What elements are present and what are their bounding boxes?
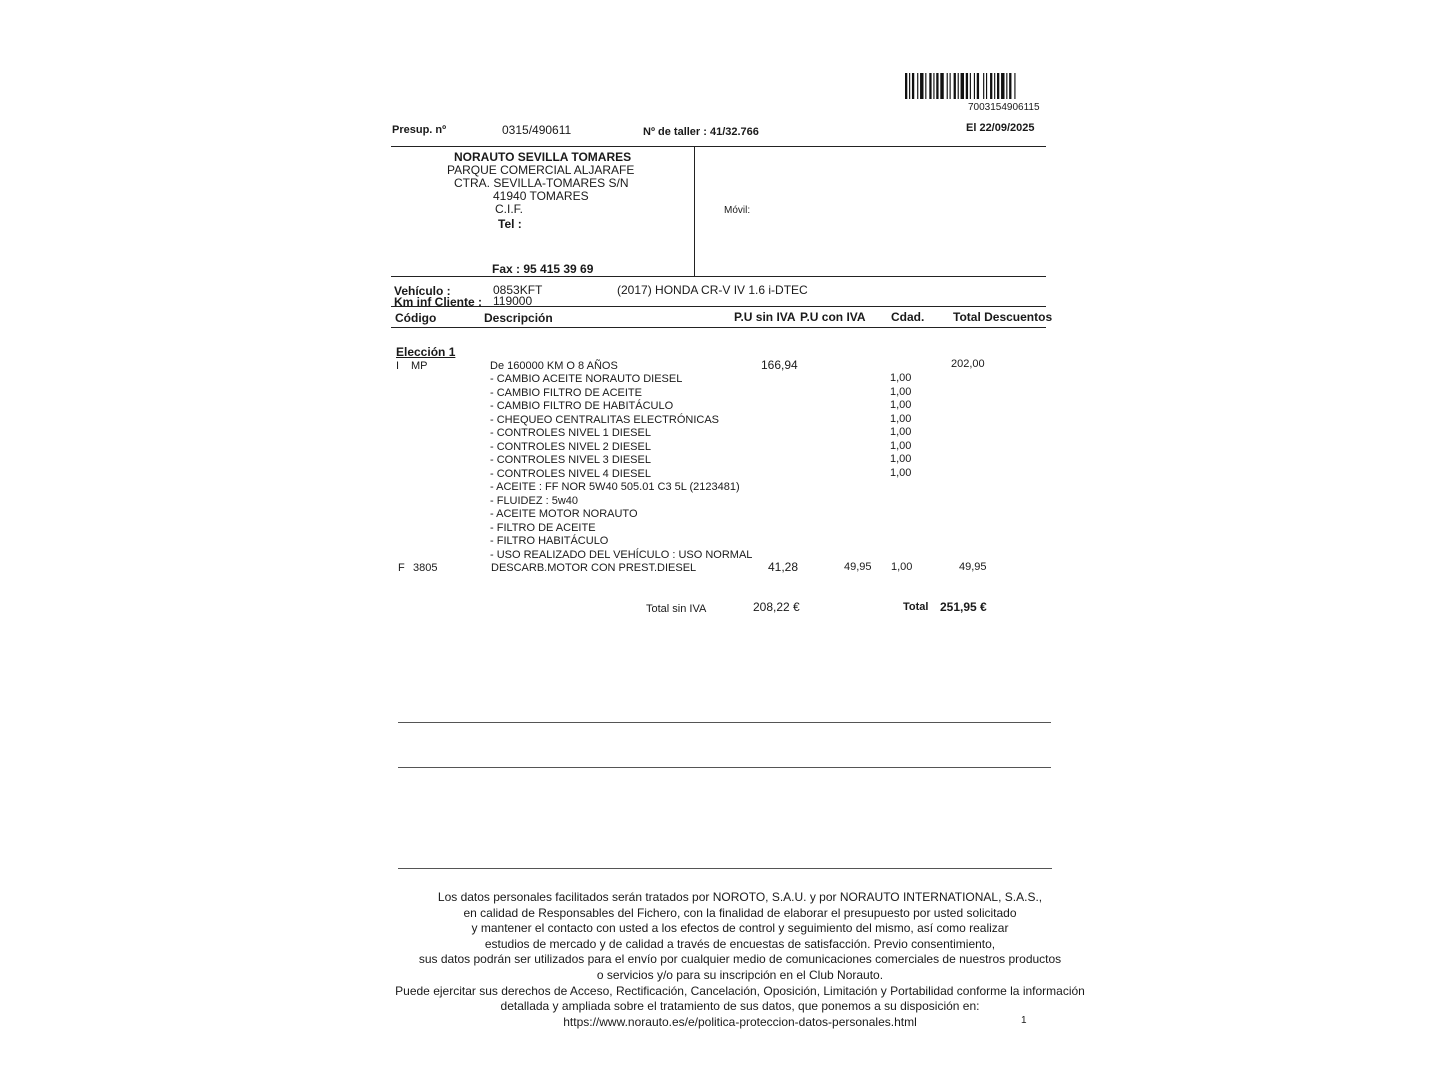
f-item-pu-sin-iva: 41,28 — [768, 560, 799, 574]
blank-line — [398, 767, 1051, 768]
sub-item-description: - CAMBIO FILTRO DE HABITÁCULO — [490, 400, 674, 412]
barcode-image — [905, 73, 1045, 99]
barcode-bar — [966, 73, 968, 99]
km-value: 119000 — [493, 294, 533, 308]
sub-item-qty: 1,00 — [890, 466, 912, 479]
main-item-total: 202,00 — [951, 358, 985, 370]
f-item-description: DESCARB.MOTOR CON PREST.DIESEL — [491, 562, 697, 574]
column-total-descuentos: Total Descuentos — [953, 310, 1053, 324]
columns-divider — [391, 327, 1046, 328]
total-value: 251,95 € — [940, 600, 987, 614]
shop-fax: Fax : 95 415 39 69 — [492, 262, 594, 276]
barcode-bar — [986, 73, 987, 99]
sub-item-description: - CONTROLES NIVEL 4 DIESEL — [490, 467, 651, 480]
sub-item-description: - CAMBIO ACEITE NORAUTO DIESEL — [490, 373, 683, 385]
barcode-bar — [936, 73, 938, 99]
privacy-notice-line: y mantener el contacto con usted a los efectos de control y seguimiento del mismo, así como realizar — [471, 921, 1009, 936]
f-item-code-b: 3805 — [413, 562, 438, 574]
shop-postal-city: 41940 TOMARES — [493, 189, 589, 203]
movil-label: Móvil: — [724, 205, 751, 216]
shop-address-2: CTRA. SEVILLA-TOMARES S/N — [454, 176, 629, 190]
section-title: Elección 1 — [396, 345, 456, 359]
header-divider — [391, 146, 1046, 147]
barcode-bar — [933, 73, 934, 99]
barcode-bar — [917, 73, 918, 99]
address-divider — [694, 147, 695, 276]
main-item-code-b: MP — [411, 360, 428, 372]
privacy-notice-line: Los datos personales facilitados serán tratados por NOROTO, S.A.U. y por NORAUTO INTERNATIONAL, S.A.S., — [437, 890, 1043, 904]
sub-item-qty: 1,00 — [890, 399, 912, 411]
sub-item-description: - ACEITE : FF NOR 5W40 505.01 C3 5L (2123481) — [490, 481, 740, 493]
barcode-number: 7003154906115 — [968, 102, 1040, 113]
page-number: 1 — [1021, 1015, 1027, 1026]
barcode-bar — [1014, 73, 1015, 99]
f-item-qty: 1,00 — [891, 561, 913, 573]
f-item-total: 49,95 — [959, 561, 987, 573]
shop-cif: C.I.F. — [495, 202, 524, 216]
barcode-bar — [958, 73, 959, 99]
sub-item-description: - CONTROLES NIVEL 3 DIESEL — [490, 454, 651, 466]
barcode-bar — [920, 73, 923, 99]
f-item-pu-con-iva: 49,95 — [844, 561, 872, 573]
shop-name: NORAUTO SEVILLA TOMARES — [454, 150, 632, 164]
sub-item-description: - CONTROLES NIVEL 2 DIESEL — [490, 440, 651, 453]
document-date: El 22/09/2025 — [966, 122, 1035, 134]
sub-item-qty: 1,00 — [890, 439, 912, 452]
f-item-code-a: F — [398, 562, 405, 574]
barcode-bar — [909, 73, 910, 99]
shop-tel: Tel : — [498, 217, 522, 231]
barcode-bar — [983, 73, 984, 99]
column-pu-sin-iva: P.U sin IVA — [734, 310, 796, 324]
total-label: Total — [903, 601, 929, 613]
km-label: Km inf Cliente : — [394, 295, 483, 309]
privacy-notice — [380, 890, 1100, 1030]
vehicle-plate: 0853KFT — [493, 283, 543, 297]
shop-address-1: PARQUE COMERCIAL ALJARAFE — [447, 163, 635, 177]
barcode-bar — [961, 73, 964, 99]
sub-item-description: - CAMBIO FILTRO DE ACEITE — [490, 386, 642, 399]
barcode-bar — [1009, 73, 1011, 99]
barcode-bar — [990, 73, 992, 99]
column-descripcion: Descripción — [484, 311, 553, 325]
privacy-notice-line: Puede ejercitar sus derechos de Acceso, Rectificación, Cancelación, Oposición, Limitación y Portabilidad conforme la información — [395, 983, 1085, 998]
barcode-bar — [925, 73, 926, 99]
barcode-bar — [950, 73, 951, 99]
sub-item-qty: 1,00 — [890, 426, 912, 438]
total-sin-iva-value: 208,22 € — [753, 600, 800, 614]
barcode-bar — [954, 73, 956, 99]
sub-item-description: - CONTROLES NIVEL 1 DIESEL — [490, 427, 651, 439]
privacy-notice-line: en calidad de Responsables del Fichero, con la finalidad de elaborar el presupuesto por usted solicitado — [463, 905, 1017, 920]
privacy-notice-line[interactable]: https://www.norauto.es/e/politica-proteccion-datos-personales.html — [563, 1014, 917, 1029]
sub-item-description: - FLUIDEZ : 5w40 — [490, 494, 579, 507]
vehicle-model: (2017) HONDA CR-V IV 1.6 i-DTEC — [617, 283, 808, 297]
barcode-bar — [1006, 73, 1007, 99]
barcode-bar — [994, 73, 995, 99]
column-codigo: Código — [395, 311, 437, 325]
barcode-bar — [947, 73, 948, 99]
taller-number: Nº de taller : 41/32.766 — [643, 126, 759, 138]
barcode-bar — [997, 73, 999, 99]
sub-item-description: - USO REALIZADO DEL VEHÍCULO : USO NORMAL — [490, 548, 753, 561]
barcode-bar — [970, 73, 971, 99]
blank-line — [398, 722, 1051, 723]
presupuesto-label: Presup. nº — [392, 124, 447, 136]
main-item-description: De 160000 KM O 8 AÑOS — [490, 360, 618, 372]
barcode-bar — [905, 73, 907, 99]
sub-item-qty: 1,00 — [890, 453, 912, 465]
privacy-notice-line: o servicios y/o para su inscripción en el Club Norauto. — [596, 967, 884, 982]
barcode-bar — [977, 73, 979, 99]
privacy-notice-line: estudios de mercado y de calidad a través de encuestas de satisfacción. Previo consentimiento, — [484, 936, 996, 951]
sub-item-qty: 1,00 — [890, 372, 912, 384]
barcode-bar — [940, 73, 943, 99]
total-sin-iva-label: Total sin IVA — [646, 603, 707, 615]
privacy-notice-line: sus datos podrán ser utilizados para el envío por cualquier medio de comunicaciones comerciales de nuestros productos — [418, 952, 1062, 967]
privacy-notice-line: detallada y ampliada sobre el tratamiento de sus datos, que ponemos a su disposición en: — [500, 999, 980, 1014]
sub-item-description: - FILTRO HABITÁCULO — [490, 535, 609, 547]
sub-item-description: - CHEQUEO CENTRALITAS ELECTRÓNICAS — [490, 413, 719, 426]
barcode-bar — [974, 73, 975, 99]
sub-item-qty: 1,00 — [890, 385, 912, 398]
presupuesto-number: 0315/490611 — [502, 123, 572, 137]
column-pu-con-iva: P.U con IVA — [800, 310, 866, 324]
barcode-bar — [1001, 73, 1004, 99]
barcode-bar — [929, 73, 931, 99]
blank-line — [398, 868, 1052, 869]
column-cdad: Cdad. — [891, 310, 925, 324]
sub-item-description: - ACEITE MOTOR NORAUTO — [490, 508, 638, 520]
main-item-code-a: I — [396, 360, 400, 372]
vehicle-divider — [391, 306, 1046, 307]
main-item-pu-sin-iva: 166,94 — [761, 358, 798, 372]
sub-item-qty: 1,00 — [890, 412, 912, 425]
sub-item-description: - FILTRO DE ACEITE — [490, 521, 596, 534]
shop-block-divider — [391, 276, 1046, 277]
barcode-bar — [912, 73, 914, 99]
vehicle-label: Vehículo : — [394, 284, 451, 298]
